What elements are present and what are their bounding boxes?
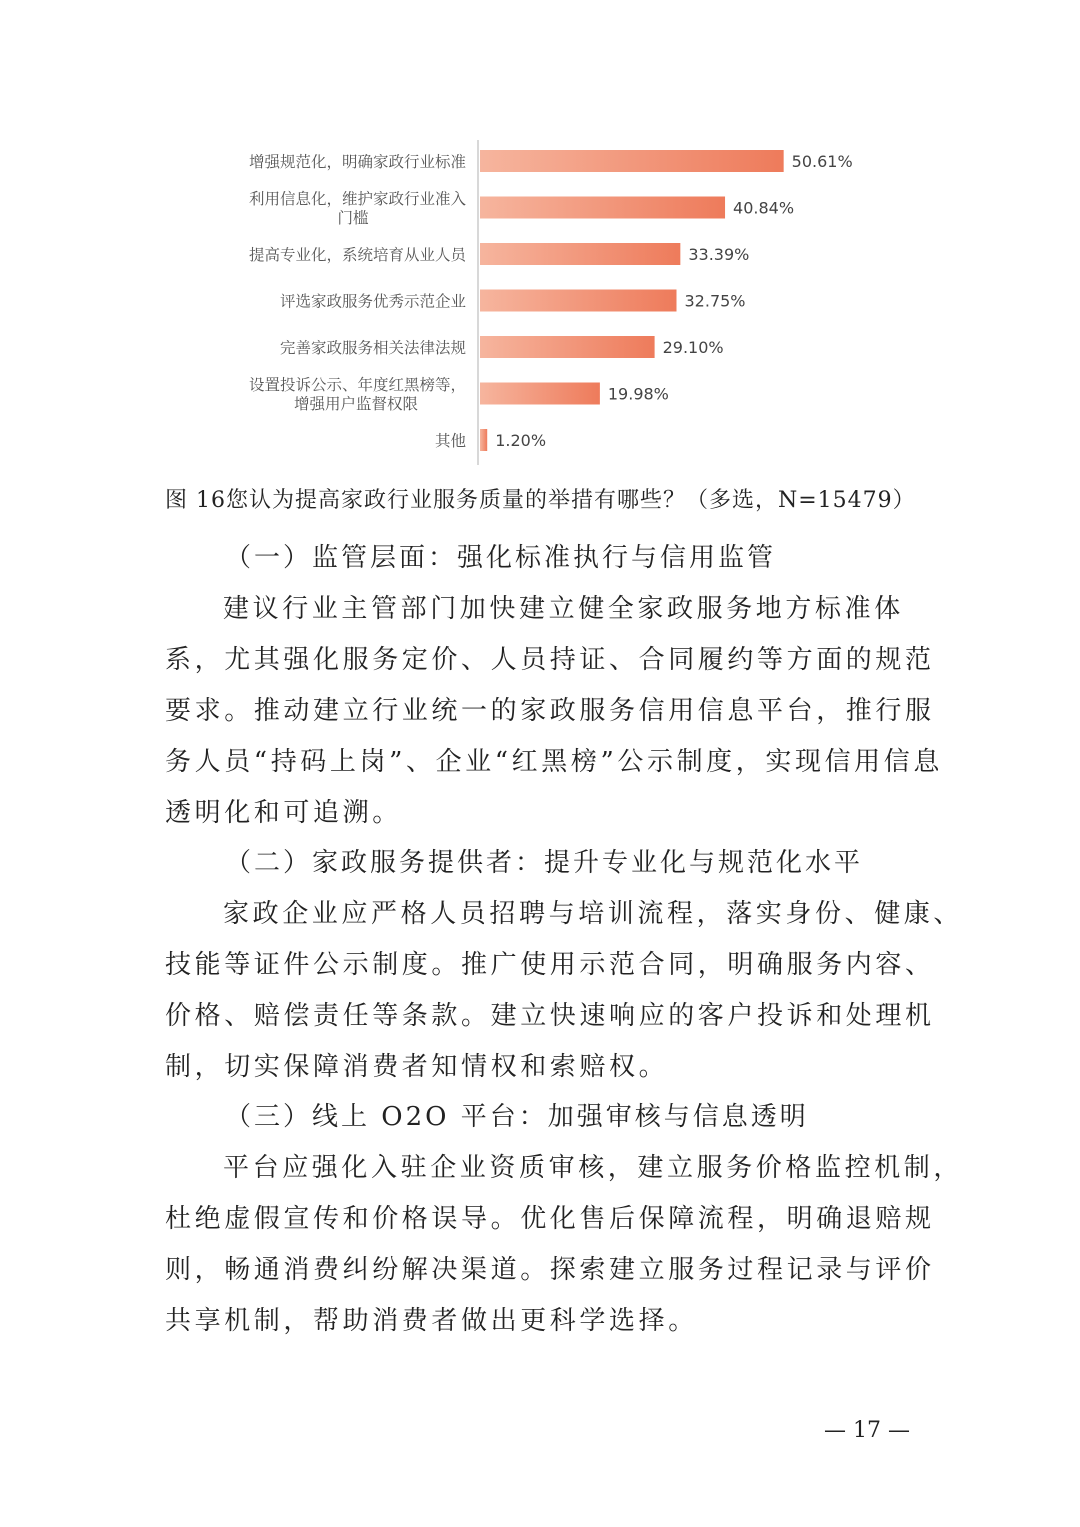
paragraph-line: 价格、赔偿责任等条款。建立快速响应的客户投诉和处理机 [165,1001,935,1031]
bar [480,290,677,312]
paragraph-line: 杜绝虚假宣传和价格误导。优化售后保障流程，明确退赔规 [165,1204,935,1234]
value-label: 33.39% [688,245,750,264]
value-label: 1.20% [495,431,547,450]
section-paragraph-1 [165,584,943,839]
bar [480,243,680,265]
bar [480,336,655,358]
bar [480,429,487,451]
paragraph-line: 透明化和可追溯。 [165,798,402,828]
paragraph-line: 共享机制，帮助消费者做出更科学选择。 [165,1306,698,1336]
paragraph-line: 务人员“持码上岗”、企业“红黑榜”公示制度，实现信用信息 [165,747,943,777]
section-heading-1: （一）监管层面：强化标准执行与信用监管 [225,543,777,573]
paragraph-line: 家政企业应严格人员招聘与培训流程，落实身份、健康、 [223,899,964,929]
bar [480,383,600,405]
section-heading-3: （三）线上 O2O 平台：加强审核与信息透明 [225,1102,809,1132]
value-label: 32.75% [684,291,746,311]
value-label: 19.98% [607,384,669,404]
section-paragraph-3 [165,1143,964,1347]
category-label: 提高专业化，系统培育从业人员 [248,246,466,264]
value-label: 50.61% [791,152,853,171]
bar-chart [160,135,960,475]
paragraph-line: 要求。推动建立行业统一的家政服务信用信息平台，推行服 [165,696,935,726]
paragraph-line: 制，切实保障消费者知情权和索赔权。 [165,1052,669,1082]
section-paragraph-2 [165,889,964,1093]
bar [480,197,725,219]
category-label: 增强用户监督权限 [293,395,418,413]
value-label: 40.84% [733,198,795,218]
category-label: 完善家政服务相关法律法规 [279,339,466,357]
category-label: 门槛 [337,209,369,227]
section-heading-2: （二）家政服务提供者：提升专业化与规范化水平 [225,848,864,878]
page-number: — 17 — [824,1418,910,1443]
paragraph-line: 则，畅通消费纠纷解决渠道。探索建立服务过程记录与评价 [165,1255,935,1285]
category-label: 设置投诉公示、年度红黑榜等， [248,376,466,394]
paragraph-line: 系，尤其强化服务定价、人员持证、合同履约等方面的规范 [165,645,935,675]
category-label: 利用信息化，维护家政行业准入 [248,190,466,208]
bar [480,150,784,172]
figure-caption: 图 16您认为提高家政行业服务质量的举措有哪些？（多选，N=15479） [165,488,916,513]
category-label: 其他 [434,432,466,450]
category-label: 增强规范化，明确家政行业标准 [248,153,466,171]
value-label: 29.10% [662,338,724,357]
paragraph-line: 技能等证件公示制度。推广使用示范合同，明确服务内容、 [165,950,935,980]
paragraph-line: 平台应强化入驻企业资质审核，建立服务价格监控机制， [223,1153,964,1183]
paragraph-line: 建议行业主管部门加快建立健全家政服务地方标准体 [223,594,904,624]
category-label: 评选家政服务优秀示范企业 [279,292,466,311]
